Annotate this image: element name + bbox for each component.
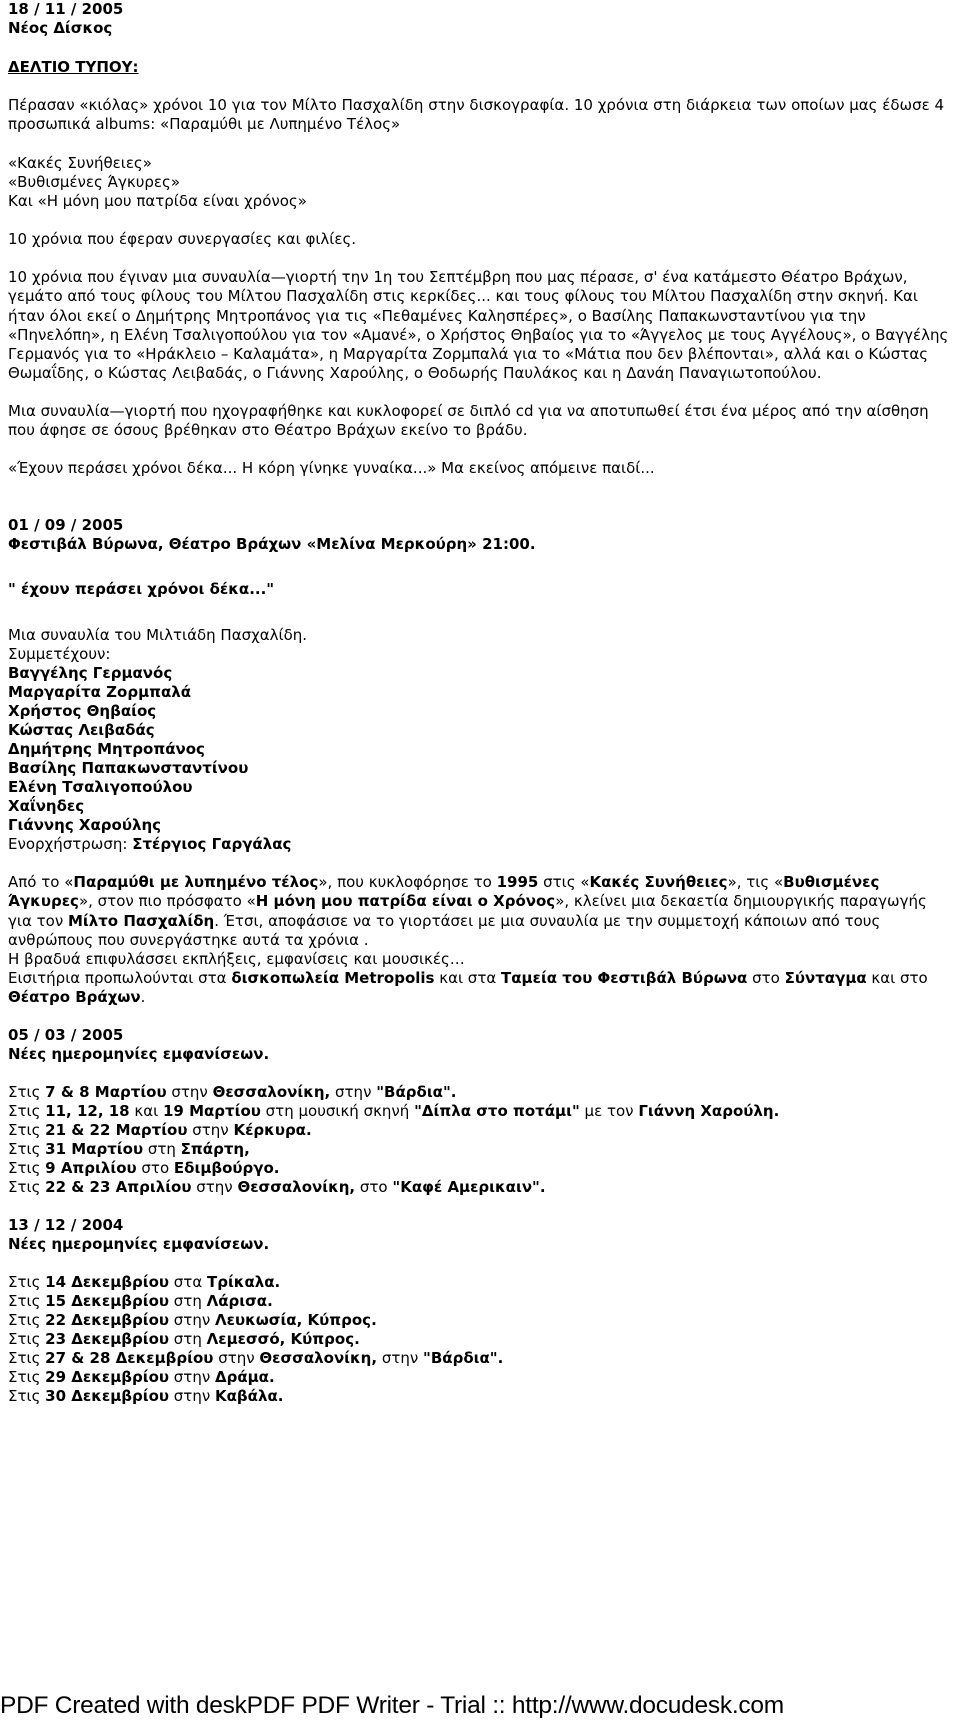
participant: Βασίλης Παπακωνσταντίνου — [8, 759, 249, 777]
text-run: στη — [169, 1292, 207, 1310]
participant: Χαΐνηδες — [8, 797, 85, 815]
album-item: «Βυθισμένες Άγκυρες» — [8, 173, 181, 191]
text-run: Στις — [8, 1349, 46, 1367]
bold-text: Η μόνη μου πατρίδα είναι ο Χρόνος — [255, 892, 556, 911]
text-run: », στον πιο πρόσφατο « — [78, 892, 256, 911]
orchestration-label: Ενορχήστρωση: — [8, 835, 128, 853]
text-run: Στις — [8, 1273, 46, 1291]
bold-text: Θεσσαλονίκη, — [259, 1349, 378, 1367]
pdf-watermark: PDF Created with deskPDF PDF Writer - Trial :: http://www.docudesk.com — [0, 1692, 784, 1719]
bold-text: 27 & 28 Δεκεμβρίου — [45, 1349, 214, 1367]
bold-text: 22 Δεκεμβρίου — [45, 1311, 170, 1329]
concert-body — [8, 873, 953, 950]
participant: Ελένη Τσαλιγοπούλου — [8, 778, 193, 796]
bold-text: 19 Μαρτίου — [162, 1102, 261, 1120]
bold-text: 7 & 8 Μαρτίου — [45, 1083, 167, 1101]
text-run: Στις — [8, 1102, 46, 1120]
text-run: στο — [747, 969, 785, 987]
bold-text: Κακές Συνήθειες — [589, 873, 728, 891]
gig-line — [8, 1083, 953, 1102]
orchestration-line — [8, 835, 953, 854]
press-paragraph: Μια συναυλία—γιορτή που ηχογραφήθηκε και κυκλοφορεί σε διπλό cd για να αποτυπωθεί έτσι ένα μέρος από την αίσθηση που άφησε σε όσους βρέθηκαν στο Θέατρο Βράχων εκείνο το βράδυ. — [8, 402, 929, 440]
bold-text: Δράμα. — [214, 1368, 275, 1386]
bold-text: 15 Δεκεμβρίου — [45, 1292, 170, 1310]
gig-line — [8, 1159, 953, 1178]
text-run: στην — [330, 1083, 377, 1101]
concert-of: Μια συναυλία του Μιλτιάδη Πασχαλίδη. — [8, 626, 308, 644]
news-date: 05 / 03 / 2005 — [8, 1026, 124, 1044]
bold-text: "Δίπλα στο ποτάμι" — [414, 1102, 580, 1120]
gig-line — [8, 1368, 953, 1387]
album-item: «Κακές Συνήθειες» — [8, 154, 152, 172]
bold-text: Θεσσαλονίκη, — [237, 1178, 356, 1196]
news-title: Νέες ημερομηνίες εμφανίσεων. — [8, 1235, 270, 1253]
text-run: στη μουσική σκηνή — [260, 1102, 415, 1120]
bold-text: Σπάρτη, — [180, 1140, 250, 1158]
gig-line — [8, 1121, 953, 1140]
bold-text: "Βάρδια". — [423, 1349, 504, 1367]
participant: Γιάννης Χαρούλης — [8, 816, 162, 834]
text-run: στα — [169, 1273, 207, 1291]
text-run: Στις — [8, 1292, 46, 1310]
text-run: με τον — [579, 1102, 639, 1120]
text-run: Στις — [8, 1083, 46, 1101]
text-run: Στις — [8, 1140, 46, 1158]
press-paragraph: 10 χρόνια που έφεραν συνεργασίες και φιλίες. — [8, 230, 357, 248]
participants-label: Συμμετέχουν: — [8, 645, 111, 663]
text-run: στην — [169, 1311, 215, 1329]
participant: Δημήτρης Μητροπάνος — [8, 740, 205, 758]
text-run: στην — [377, 1349, 424, 1367]
text-run: Στις — [8, 1178, 46, 1196]
bold-text: Θέατρο Βράχων — [8, 988, 141, 1007]
text-run: Εισιτήρια προπωλούνται στα — [8, 969, 232, 987]
bold-text: 1995 — [496, 873, 539, 891]
gig-line — [8, 1330, 953, 1349]
text-run: Στις — [8, 1387, 46, 1405]
gig-line — [8, 1387, 953, 1406]
bold-text: Καβάλα. — [214, 1387, 284, 1405]
text-run: στην — [213, 1349, 260, 1367]
news-title: Νέες ημερομηνίες εμφανίσεων. — [8, 1045, 270, 1063]
bold-text: Λάρισα. — [206, 1292, 273, 1310]
press-release-label: ΔΕΛΤΙΟ ΤΥΠΟΥ: — [8, 58, 139, 76]
gig-line — [8, 1292, 953, 1311]
text-run: στην — [187, 1121, 234, 1139]
bold-text: Γιάννη Χαρούλη. — [638, 1102, 780, 1120]
bold-text: Μίλτο Πασχαλίδη — [67, 911, 215, 930]
text-run: . Έτσι, αποφάσισε να το γιορτάσει με μια συναυλία με την συμμετοχή κάποιων από τους ανθρώπους που συνεργάστηκε αυτά τα χρόνια . — [8, 911, 881, 949]
text-run: στη — [143, 1140, 181, 1158]
text-run: στην — [169, 1368, 215, 1386]
news-date: 13 / 12 / 2004 — [8, 1216, 124, 1234]
gig-line — [8, 1102, 953, 1121]
text-run: Από το « — [8, 873, 74, 891]
gig-line — [8, 1140, 953, 1159]
bold-text: Τρίκαλα. — [206, 1273, 281, 1291]
concert-tickets — [8, 969, 953, 1008]
bold-text: "Βάρδια". — [376, 1083, 457, 1101]
bold-text: Ταμεία του Φεστιβάλ Βύρωνα — [501, 969, 748, 987]
text-run: στην — [191, 1178, 238, 1196]
bold-text: 29 Δεκεμβρίου — [45, 1368, 170, 1386]
text-run: και στα — [434, 969, 502, 987]
participant: Χρήστος Θηβαίος — [8, 702, 157, 720]
press-quote: «Έχουν περάσει χρόνοι δέκα... Η κόρη γίνηκε γυναίκα...» Μα εκείνος απόμεινε παιδί... — [8, 459, 655, 477]
album-item: Και «Η μόνη μου πατρίδα είναι χρόνος» — [8, 192, 307, 210]
text-run: Στις — [8, 1159, 46, 1177]
press-intro: Πέρασαν «κιόλας» χρόνοι 10 για τον Μίλτο Πασχαλίδη στην δισκογραφία. 10 χρόνια στη διάρκεια των οποίων μας έδωσε 4 προσωπικά albums: «Παραμύθι με Λυπημένο Τέλος» — [8, 96, 945, 134]
bold-text: Σύνταγμα — [784, 969, 867, 987]
news-date: 18 / 11 / 2005 — [8, 0, 124, 18]
text-run: και — [129, 1102, 163, 1120]
bold-text: Λεμεσσό, Κύπρος. — [206, 1330, 360, 1348]
participant: Κώστας Λειβαδάς — [8, 721, 155, 739]
bold-text: 9 Απριλίου — [45, 1159, 137, 1177]
orchestration-name: Στέργιος Γαργάλας — [132, 835, 292, 853]
bold-text: Θεσσαλονίκη, — [212, 1083, 331, 1101]
text-run: στις « — [538, 873, 590, 891]
participant: Μαργαρίτα Ζορμπαλά — [8, 683, 192, 701]
text-run: Στις — [8, 1368, 46, 1386]
text-run: », τις « — [727, 873, 784, 891]
text-run: Στις — [8, 1330, 46, 1348]
bold-text: 30 Δεκεμβρίου — [45, 1387, 170, 1405]
bold-text: Εδιμβούργο. — [173, 1159, 280, 1177]
news-title: Νέος Δίσκος — [8, 19, 113, 37]
participant: Βαγγέλης Γερμανός — [8, 664, 173, 682]
bold-text: Παραμύθι με λυπημένο τέλος — [73, 873, 319, 891]
bold-text: Κέρκυρα. — [233, 1121, 312, 1139]
bold-text: 14 Δεκεμβρίου — [45, 1273, 170, 1291]
news-title: Φεστιβάλ Βύρωνα, Θέατρο Βράχων «Μελίνα Μερκούρη» 21:00. — [8, 535, 536, 553]
text-run: », κλείνει μια δεκαετία δημιουργικής παραγωγής για τον — [8, 892, 927, 930]
text-run: και στο — [866, 969, 928, 987]
gig-line — [8, 1349, 953, 1368]
text-run: στην — [166, 1083, 213, 1101]
text-run: », που κυκλοφόρησε το — [318, 873, 497, 891]
bold-text: Λευκωσία, Κύπρος. — [214, 1311, 377, 1329]
bold-text: "Καφέ Αμερικαιν". — [392, 1178, 546, 1196]
concert-headline: " έχουν περάσει χρόνοι δέκα..." — [8, 580, 275, 598]
gig-line — [8, 1273, 953, 1292]
text-run: Στις — [8, 1121, 46, 1139]
bold-text: 21 & 22 Μαρτίου — [45, 1121, 188, 1139]
text-run: στη — [169, 1330, 207, 1348]
bold-text: Βυθισμένες Άγκυρες — [8, 873, 880, 911]
text-run: στο — [355, 1178, 393, 1196]
news-date: 01 / 09 / 2005 — [8, 516, 124, 534]
gig-line — [8, 1311, 953, 1330]
text-run: στο — [136, 1159, 174, 1177]
bold-text: 11, 12, 18 — [45, 1102, 130, 1120]
gig-line — [8, 1178, 953, 1197]
text-run: στην — [169, 1387, 215, 1405]
text-run: . — [140, 988, 146, 1007]
bold-text: δισκοπωλεία Metropolis — [231, 969, 435, 987]
bold-text: 23 Δεκεμβρίου — [45, 1330, 170, 1348]
concert-surprises: Η βραδυά επιφυλάσσει εκπλήξεις, εμφανίσεις και μουσικές… — [8, 950, 465, 968]
press-paragraph: 10 χρόνια που έγιναν μια συναυλία—γιορτή την 1η του Σεπτέμβρη που μας πέρασε, σ' ένα κατάμεστο Θέατρο Βράχων, γεμάτο από τους φίλους του Μίλτου Πασχαλίδη στις κερκίδες... και τους φίλους του Μίλτου Πασχαλίδη στην σκηνή. Και ήταν όλοι εκεί ο Δημήτρης Μητροπάνος για τις «Πεθαμένες Καλησπέρες», ο Βασίλης Παπακωνσταντίνου για την «Πηνελόπη», η Ελένη Τσαλιγοπούλου για τον «Αμανέ», ο Χρήστος Θηβαίος για το «Άγγελος με τους Αγγέλους», ο Βαγγέλης Γερμανός για το «Ηράκλειο – Καλαμάτα», η Μαργαρίτα Ζορμπαλά για το «Μάτια που δεν βλέπονται», αλλά και ο Κώστας Θωμαΐδης, ο Κώστας Λειβαδάς, ο Γιάννης Χαρούλης, ο Θοδωρής Παυλάκος και η Δανάη Παναγιωτοπούλου. — [8, 268, 949, 383]
bold-text: 31 Μαρτίου — [45, 1140, 144, 1158]
text-run: Στις — [8, 1311, 46, 1329]
bold-text: 22 & 23 Απριλίου — [45, 1178, 192, 1196]
